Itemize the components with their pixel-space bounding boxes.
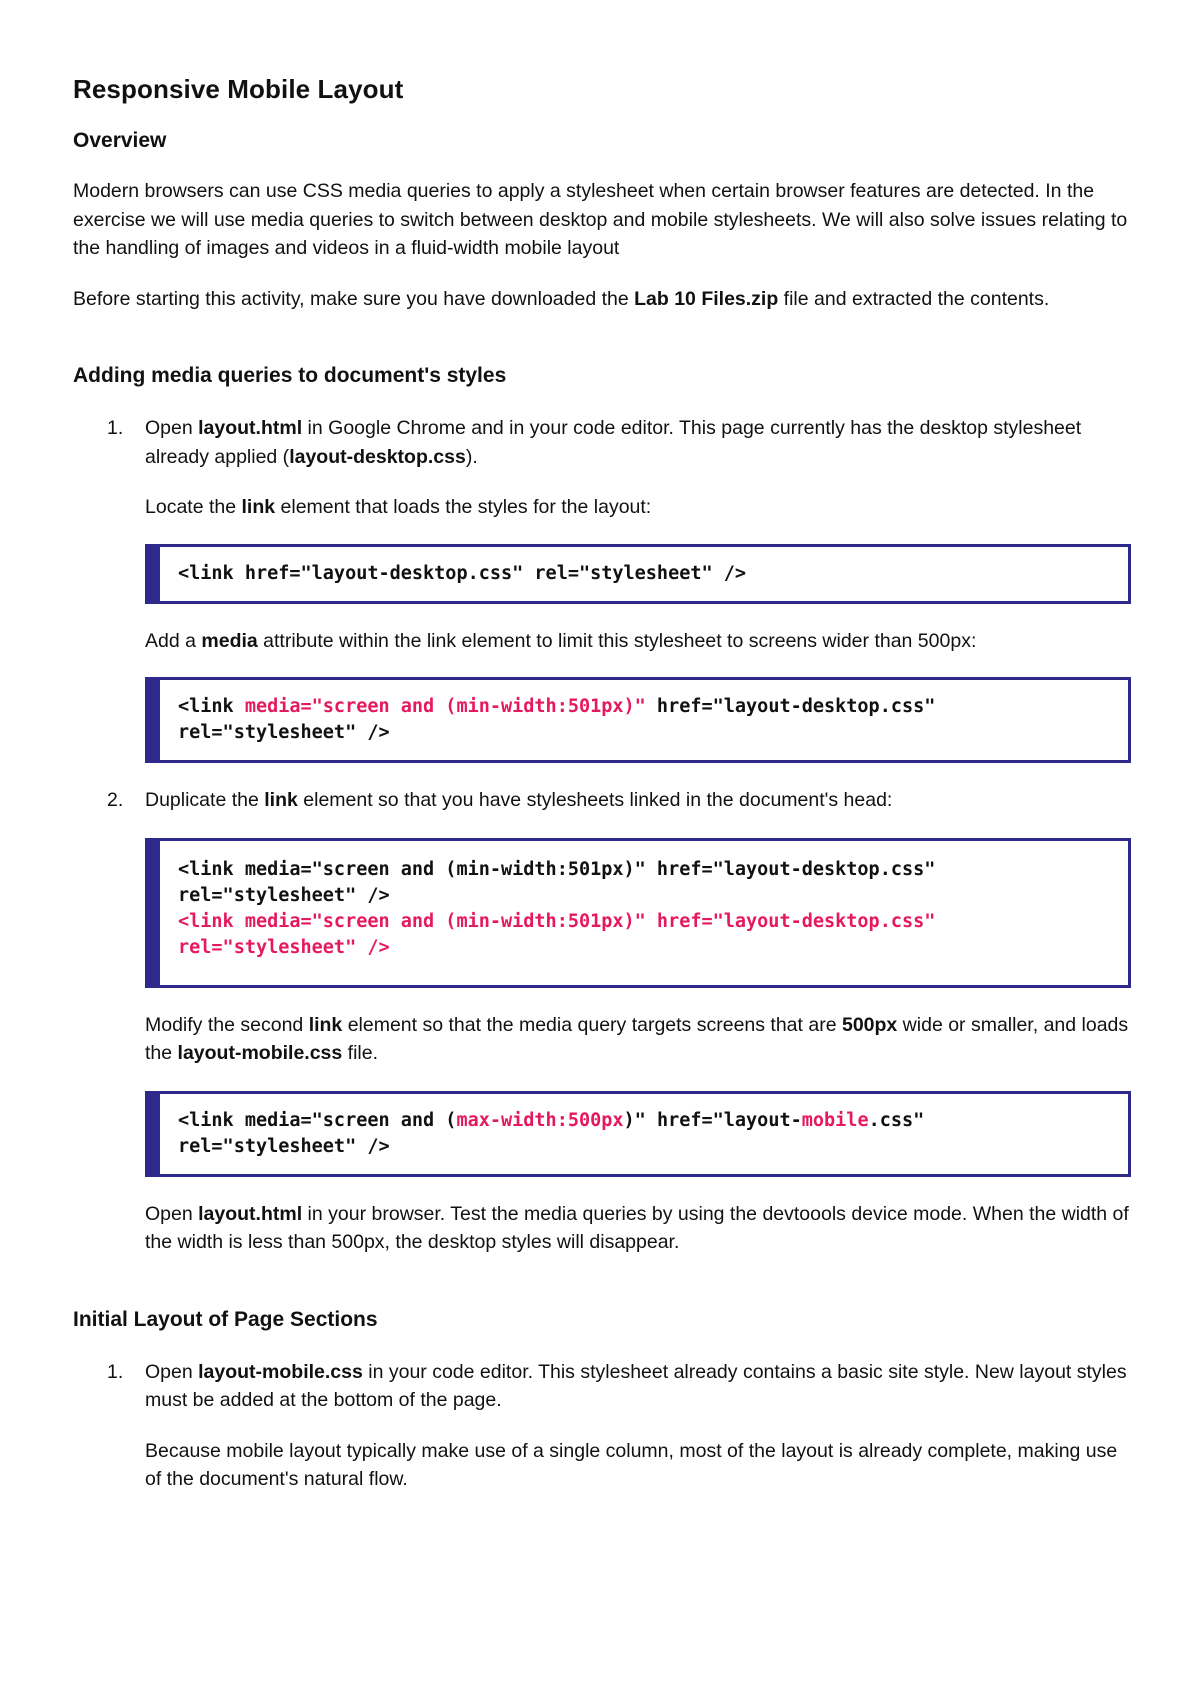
single-column-text: Because mobile layout typically make use of a single column, most of the layout is already complete, making use of the document's natural flow. xyxy=(145,1439,1118,1490)
text: Open xyxy=(145,1360,199,1383)
list-number: 1. xyxy=(107,1360,124,1383)
text: element so that you have stylesheets linked in the document's head: xyxy=(297,789,893,811)
code-block-1 xyxy=(145,544,1131,604)
list-item-step-2 xyxy=(73,786,1133,815)
code-text: .css" xyxy=(868,1109,925,1131)
code-text: rel="stylesheet" /> xyxy=(178,722,390,743)
keyword: media xyxy=(201,629,258,652)
text: Add a xyxy=(145,629,202,652)
code-highlight: mobile xyxy=(801,1109,869,1131)
zip-filename: Lab 10 Files.zip xyxy=(634,287,779,310)
modify-text xyxy=(145,1011,1133,1068)
code-highlight: max-width:500px xyxy=(456,1109,624,1131)
step-text xyxy=(145,414,1133,471)
list-number: 1. xyxy=(107,417,124,439)
code-highlight: media="screen and (min-width:501px)" xyxy=(244,696,646,717)
text: in your code editor. This stylesheet already contains a basic site style. New layout styles must be added at the bottom of the page. xyxy=(145,1360,1127,1411)
keyword: 500px xyxy=(841,1013,898,1036)
code-block-4 xyxy=(145,1091,1131,1177)
test-text xyxy=(145,1200,1133,1257)
code-text: <link media="screen and ( xyxy=(178,1109,457,1131)
overview-heading: Overview xyxy=(73,129,167,152)
step-text xyxy=(145,786,1133,815)
code-text: <link media="screen and (min-width:501px)" href="layout-desktop.css" xyxy=(178,858,936,880)
code-block-2 xyxy=(145,677,1131,763)
step-text xyxy=(145,1358,1133,1415)
code-highlight: <link media="screen and (min-width:501px)" href="layout-desktop.css" xyxy=(178,910,936,932)
text: Open xyxy=(145,1202,199,1225)
page-title: Responsive Mobile Layout xyxy=(73,74,404,104)
code-text: )" href="layout- xyxy=(623,1109,802,1131)
text: ). xyxy=(465,445,478,468)
text: wide or smaller, and loads the xyxy=(145,1013,1129,1064)
text: file. xyxy=(342,1042,379,1064)
code-text: rel="stylesheet" /> xyxy=(178,884,390,906)
text: in Google Chrome and in your code editor. This page currently has the desktop stylesheet already applied ( xyxy=(145,417,1082,468)
list-item-step-1b xyxy=(73,1358,1133,1494)
text: Modify the second xyxy=(145,1013,309,1036)
prerequisite-text-a: Before starting this activity, make sure you have downloaded the xyxy=(73,287,635,310)
prerequisite-paragraph xyxy=(73,285,1133,314)
list-item-step-1 xyxy=(73,414,1133,522)
document-page xyxy=(73,72,1133,1494)
text: Open xyxy=(145,417,199,439)
keyword: link xyxy=(264,789,298,811)
code-text: rel="stylesheet" /> xyxy=(178,1135,390,1157)
section-heading-initial-layout: Initial Layout of Page Sections xyxy=(73,1307,378,1331)
section-heading-media-queries: Adding media queries to document's styles xyxy=(73,364,507,387)
filename: layout-mobile.css xyxy=(177,1042,343,1064)
add-media-text xyxy=(145,627,1133,656)
text: Locate the xyxy=(145,496,242,518)
code-text: href="layout-desktop.css" xyxy=(645,696,936,717)
code-text: <link xyxy=(178,696,245,717)
text: in your browser. Test the media queries by using the devtoools device mode. When the width of the width is less than 500px, the desktop styles will disappear. xyxy=(145,1202,1129,1253)
filename: layout.html xyxy=(198,1202,303,1225)
list-number: 2. xyxy=(107,789,124,811)
text: Duplicate the xyxy=(145,789,265,811)
text: element so that the media query targets screens that are xyxy=(342,1013,842,1036)
text: element that loads the styles for the layout: xyxy=(275,496,652,518)
code-block-3 xyxy=(145,838,1131,988)
keyword: link xyxy=(308,1013,343,1036)
filename: layout.html xyxy=(198,417,303,439)
code-line: <link href="layout-desktop.css" rel="stylesheet" /> xyxy=(178,562,747,584)
keyword: link xyxy=(241,496,276,518)
text: attribute within the link element to limit this stylesheet to screens wider than 500px: xyxy=(257,629,977,652)
prerequisite-text-c: file and extracted the contents. xyxy=(778,287,1050,310)
filename: layout-desktop.css xyxy=(289,445,466,468)
filename: layout-mobile.css xyxy=(198,1360,363,1383)
locate-text xyxy=(145,493,1133,522)
overview-paragraph: Modern browsers can use CSS media queries to apply a stylesheet when certain browser features are detected. In the exercise we will use media queries to switch between desktop and mobile stylesheets. We will also solve issues relating to the handling of images and videos in a fluid-width mobile layout xyxy=(73,180,1128,259)
code-highlight: rel="stylesheet" /> xyxy=(178,936,390,958)
